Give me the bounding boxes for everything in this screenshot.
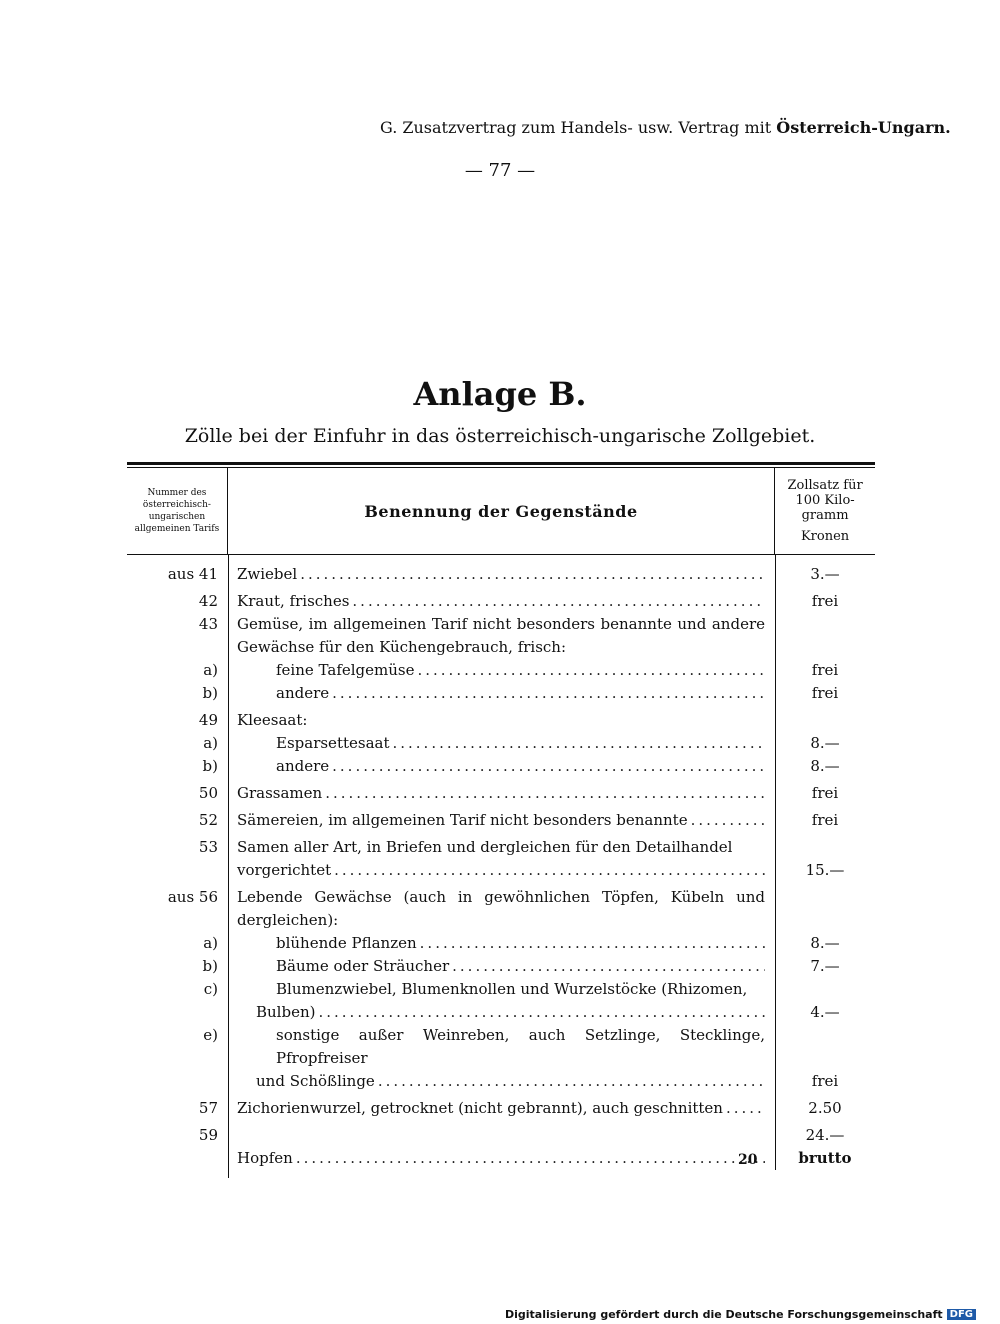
row-rate — [775, 682, 875, 705]
row-rate-text: frei — [811, 811, 839, 829]
table-body — [127, 555, 875, 1170]
row-number-text: aus 41 — [167, 565, 218, 583]
row-number-text: 43 — [198, 615, 218, 633]
row-name-text: blühende Pflanzen — [276, 934, 417, 952]
table-row — [127, 613, 875, 659]
row-name-text: Kleesaat: — [237, 711, 308, 729]
table-row — [127, 1024, 875, 1093]
running-head-country: Österreich-Ungarn. — [776, 118, 951, 137]
row-rate — [775, 659, 875, 682]
running-head — [380, 118, 951, 137]
table-row — [127, 932, 875, 955]
row-name — [228, 1147, 775, 1170]
row-number — [127, 709, 228, 732]
table-row — [127, 836, 875, 882]
row-number-text: c) — [203, 980, 218, 998]
row-name — [228, 978, 775, 1024]
row-name-text: sonstige außer Weinreben, auch Setzlinge, Stecklinge, Pfropfreiser — [276, 1026, 765, 1067]
row-number — [127, 563, 228, 586]
row-rate-text: 7.— — [810, 957, 840, 975]
dot-leader — [352, 590, 765, 613]
row-number — [127, 755, 228, 778]
page-number: — 77 — — [464, 160, 536, 181]
dot-leader — [318, 1001, 765, 1024]
tariff-table — [127, 462, 875, 1170]
row-rate-text: 4.— — [810, 1003, 840, 1021]
row-rate-text: frei — [811, 684, 839, 702]
row-rate — [775, 1070, 875, 1093]
row-number — [127, 1097, 228, 1120]
row-number-text: 59 — [198, 1126, 218, 1144]
dot-leader — [332, 682, 765, 705]
row-name-text: Zichorienwurzel, getrocknet (nicht gebrannt), auch geschnitten — [237, 1099, 723, 1117]
row-rate-text: frei — [811, 661, 839, 679]
table-row — [127, 590, 875, 613]
table-row — [127, 732, 875, 755]
row-name — [228, 659, 775, 682]
dot-leader — [296, 1147, 765, 1170]
row-number — [127, 682, 228, 705]
row-rate-text: 2.50 — [808, 1099, 842, 1117]
row-number-text: aus 56 — [167, 888, 218, 906]
row-number — [127, 613, 228, 636]
dot-leader — [332, 755, 765, 778]
row-name-text: Hopfen — [237, 1149, 293, 1167]
row-name-text: Esparsettesaat — [276, 734, 390, 752]
row-rate — [775, 809, 875, 832]
row-rate-text: 8.— — [810, 757, 840, 775]
running-head-text: G. Zusatzvertrag zum Handels- usw. Vertrag mit — [380, 118, 777, 137]
row-name-text: andere — [276, 757, 330, 775]
row-rate — [775, 563, 875, 586]
row-rate-text: frei — [811, 592, 839, 610]
row-rate — [775, 1097, 875, 1120]
header-number: Nummer des österreichisch-ungarischen allgemeinen Tarifs — [127, 468, 228, 554]
row-number-text: a) — [203, 734, 218, 752]
header-rate-label: Zollsatz für 100 Kilo-gramm — [787, 478, 863, 523]
dot-leader — [452, 955, 765, 978]
dot-leader — [300, 563, 765, 586]
table-row — [127, 755, 875, 778]
row-rate-note: brutto — [798, 1149, 852, 1167]
row-name-text: Bäume oder Sträucher — [276, 957, 450, 975]
table-row — [127, 1124, 875, 1170]
row-name-text: Blumenzwiebel, Blumenknollen und Wurzelstöcke (Rhizomen, — [276, 980, 748, 998]
table-row — [127, 563, 875, 586]
row-rate — [775, 782, 875, 805]
digitization-credit — [505, 1308, 976, 1321]
row-rate-text: 3.— — [810, 565, 840, 583]
row-number-text: 57 — [198, 1099, 218, 1117]
table-row — [127, 1097, 875, 1120]
row-name-text: Sämereien, im allgemeinen Tarif nicht besonders benannte — [237, 811, 688, 829]
table-row — [127, 955, 875, 978]
row-rate — [775, 1001, 875, 1024]
row-name — [228, 682, 775, 705]
row-number-text: a) — [203, 661, 218, 679]
row-name-text: und Schößlinge — [256, 1072, 375, 1090]
row-number — [127, 1024, 228, 1047]
row-number-text: e) — [203, 1026, 218, 1044]
row-number-text: 50 — [198, 784, 218, 802]
row-rate-text: 24.— — [805, 1126, 845, 1144]
row-number — [127, 978, 228, 1001]
row-rate-text: frei — [811, 1072, 839, 1090]
row-name — [228, 836, 775, 882]
table-row — [127, 809, 875, 832]
row-name-text: feine Tafelgemüse — [276, 661, 415, 679]
row-name — [228, 709, 775, 732]
row-name — [228, 732, 775, 755]
row-name-text: andere — [276, 684, 330, 702]
row-number-text: b) — [202, 684, 218, 702]
row-number-text: 49 — [198, 711, 218, 729]
row-number-text: 52 — [198, 811, 218, 829]
table-row — [127, 978, 875, 1024]
row-rate-text: 8.— — [810, 934, 840, 952]
header-rate — [775, 468, 875, 554]
row-name — [228, 955, 775, 978]
row-rate — [775, 590, 875, 613]
row-rate — [775, 1124, 875, 1170]
row-number — [127, 836, 228, 859]
row-number — [127, 1124, 228, 1147]
table-top-rule — [127, 462, 875, 465]
row-number — [127, 886, 228, 909]
row-number-text: b) — [202, 757, 218, 775]
header-rate-unit: Kronen — [800, 529, 850, 544]
row-name-text: Grassamen — [237, 784, 323, 802]
table-row — [127, 659, 875, 682]
row-rate-text: 15.— — [805, 861, 845, 879]
dot-leader — [325, 782, 765, 805]
row-name — [228, 886, 775, 932]
row-name — [228, 932, 775, 955]
row-name — [228, 590, 775, 613]
row-number — [127, 955, 228, 978]
row-rate-text: 8.— — [810, 734, 840, 752]
dfg-logo-icon: DFG — [947, 1309, 976, 1320]
table-row — [127, 886, 875, 932]
row-name-text: Gemüse, im allgemeinen Tarif nicht besonders benannte und andere Gewächse für den Küchengebrauch, frisch: — [237, 615, 765, 656]
dot-leader — [378, 1070, 765, 1093]
row-name — [228, 782, 775, 805]
row-rate — [775, 859, 875, 882]
table-row — [127, 782, 875, 805]
table-header — [127, 468, 875, 555]
row-name — [228, 809, 775, 832]
dot-leader — [726, 1097, 765, 1120]
row-number-text: a) — [203, 934, 218, 952]
page-subtitle: Zölle bei der Einfuhr in das österreichisch-ungarische Zollgebiet. — [184, 425, 816, 447]
sheet-signature: 20 — [738, 1152, 758, 1168]
row-rate — [775, 955, 875, 978]
table-row — [127, 709, 875, 732]
row-name — [228, 613, 775, 659]
row-name — [228, 1097, 775, 1120]
row-name-text: Samen aller Art, in Briefen und dergleichen für den Detailhandel — [237, 838, 733, 856]
page-title: Anlage B. — [413, 375, 587, 413]
row-number-text: 42 — [198, 592, 218, 610]
dot-leader — [420, 932, 765, 955]
row-name-text: Kraut, frisches — [237, 592, 350, 610]
row-name-text: Bulben) — [256, 1003, 316, 1021]
row-number-text: 53 — [198, 838, 218, 856]
table-row — [127, 682, 875, 705]
dot-leader — [392, 732, 765, 755]
row-name — [228, 563, 775, 586]
dot-leader — [691, 809, 765, 832]
dot-leader — [417, 659, 765, 682]
row-name — [228, 1024, 775, 1093]
row-rate — [775, 732, 875, 755]
dot-leader — [334, 859, 765, 882]
row-rate — [775, 755, 875, 778]
row-number — [127, 590, 228, 613]
row-number — [127, 932, 228, 955]
row-name-text: Lebende Gewächse (auch in gewöhnlichen Töpfen, Kübeln und dergleichen): — [237, 888, 765, 929]
row-rate-text: frei — [811, 784, 839, 802]
header-name: Benennung der Gegenstände — [228, 468, 775, 554]
row-number — [127, 809, 228, 832]
row-name-text: vorgerichtet — [237, 861, 332, 879]
credit-text: Digitalisierung gefördert durch die Deutsche Forschungsgemeinschaft — [504, 1308, 943, 1321]
row-number — [127, 732, 228, 755]
row-number — [127, 782, 228, 805]
row-number — [127, 659, 228, 682]
row-name — [228, 755, 775, 778]
row-name-text: Zwiebel — [237, 565, 298, 583]
row-number-text: b) — [202, 957, 218, 975]
row-rate — [775, 932, 875, 955]
